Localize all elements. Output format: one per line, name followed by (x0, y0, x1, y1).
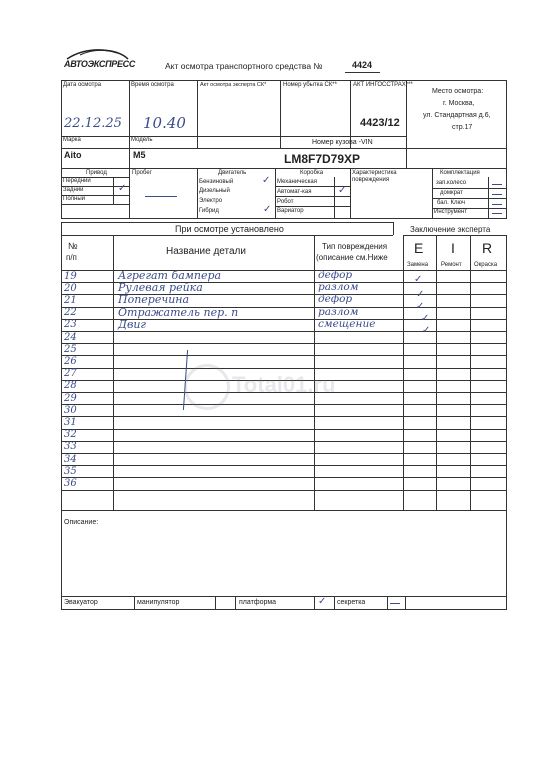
col-no-header-2: п/п (66, 253, 77, 262)
col-e-sub: Замена (407, 262, 429, 268)
conclusion-label: Заключение эксперта (410, 225, 491, 234)
description-label: Описание: (64, 519, 99, 526)
kit-spare: зап.колесо (436, 180, 467, 186)
damage-type[interactable]: смещение (318, 317, 376, 330)
row-number: 23 (64, 319, 77, 331)
gearbox-cvt: Вариатор (277, 208, 304, 214)
gearbox-label: Коробка (300, 170, 324, 176)
col-i-sub: Ремонт (441, 262, 462, 268)
kit-label: Комплектация (440, 170, 480, 176)
row-number: 26 (64, 355, 77, 367)
replace-check-4[interactable]: ✓ (421, 313, 430, 324)
damage-type[interactable]: разлом (318, 281, 359, 294)
row-number: 24 (64, 331, 77, 343)
loss-number-label: Номер убытка СК** (283, 82, 337, 88)
table-row-line (61, 453, 507, 454)
damage-type[interactable]: дефор (318, 293, 353, 306)
row-number: 20 (64, 282, 77, 294)
table-row-line (61, 355, 507, 356)
gearbox-auto: Автомат-кая (277, 189, 312, 195)
engine-petrol: Бензиновый (199, 179, 234, 185)
engine-petrol-check[interactable]: ✓ (262, 175, 271, 186)
row-number: 31 (64, 416, 77, 428)
place-line-3: стр.17 (452, 124, 473, 131)
evacuator-label: Эвакуатор (64, 599, 98, 606)
kit-tools: Инструмент (434, 209, 468, 215)
make-value: Aito (64, 150, 82, 160)
col-damage-header: Тип повреждения (322, 242, 388, 251)
engine-electric: Электро (199, 198, 223, 204)
table-row-line (61, 404, 507, 405)
vin-value: LM8F7D79XP (284, 152, 361, 166)
logo (62, 47, 136, 71)
watermark-logo-icon (184, 364, 230, 410)
replace-check-5[interactable]: ✓ (422, 325, 431, 336)
engine-hybrid: Гибрид (199, 208, 219, 214)
part-name[interactable]: Двиг (118, 317, 146, 331)
ingos-act-value: 4423/12 (360, 117, 400, 129)
watermark: Total01.ru (232, 372, 336, 397)
col-e-header: E (414, 240, 424, 256)
col-i-header: I (451, 240, 455, 256)
logo-text: АВТОЭКСПРЕСС (64, 59, 136, 69)
drive-front: Передний (63, 178, 91, 184)
inspection-time-value[interactable]: 10.40 (143, 114, 186, 132)
document-title: Акт осмотра транспортного средства № (165, 61, 323, 71)
row-number: 34 (64, 453, 77, 465)
engine-label: Двигатель (218, 170, 247, 176)
inspection-date-label: Дата осмотра (63, 82, 102, 88)
col-r-header: R (482, 240, 493, 256)
row-number: 33 (64, 441, 77, 453)
table-row-line (61, 331, 507, 332)
damage-type[interactable]: разлом (318, 305, 359, 318)
row-number: 28 (64, 380, 77, 392)
drive-label: Привод (86, 170, 107, 176)
place-label: Место осмотра: (432, 88, 484, 95)
vin-label: Номер кузова -VIN (312, 139, 373, 146)
gearbox-auto-check[interactable]: ✓ (338, 185, 347, 196)
act-number: 4424 (352, 60, 373, 70)
model-label: Модель (131, 137, 153, 143)
replace-check-2[interactable]: ✓ (416, 289, 425, 300)
row-number: 19 (64, 270, 77, 282)
place-line-1: г. Москва, (443, 100, 475, 107)
mileage-label: Пробег (132, 170, 152, 176)
gearbox-manual: Механическая (277, 179, 318, 185)
drive-rear-check[interactable]: ✓ (118, 183, 127, 194)
col-no-header: № (68, 241, 78, 251)
row-number: 35 (64, 465, 77, 477)
part-name[interactable]: Поперечина (118, 293, 190, 307)
part-name[interactable]: Отражатель пер. п (118, 305, 239, 319)
make-label: Марка (63, 137, 81, 143)
sectional-label: секретка (337, 599, 366, 606)
col-part-header: Название детали (166, 246, 246, 257)
manipulator-label: манипулятор (137, 599, 180, 606)
established-label: При осмотре установлено (175, 224, 284, 234)
platform-label: платформа (239, 599, 277, 606)
engine-hybrid-check[interactable]: ✓ (263, 204, 272, 215)
part-name[interactable]: Агрегат бампера (118, 269, 222, 282)
table-row-line (61, 368, 507, 369)
table-row-line (61, 465, 507, 466)
damage-type[interactable]: дефор (318, 269, 353, 281)
table-row-line (61, 416, 507, 417)
table-row-line (61, 429, 507, 430)
engine-diesel: Дизельный (199, 188, 230, 194)
part-name[interactable]: Рулевая рейка (118, 281, 203, 295)
row-number: 30 (64, 404, 77, 416)
model-value: M5 (133, 150, 146, 160)
inspection-date-value[interactable]: 22.12.25 (64, 116, 122, 131)
expert-act-label: Акт осмотра эксперта СК* (200, 82, 267, 88)
ingos-act-label: АКТ ИНГОССТРАХ*** (353, 82, 413, 88)
row-number: 32 (64, 429, 77, 441)
table-row-line (61, 490, 507, 491)
drive-rear: Задний (63, 187, 84, 193)
row-number: 29 (64, 392, 77, 404)
row-number: 21 (64, 294, 77, 306)
platform-check[interactable]: ✓ (318, 596, 327, 607)
inspection-time-label: Время осмотра (131, 82, 174, 88)
replace-check-3[interactable]: ✓ (416, 301, 425, 312)
row-number: 25 (64, 343, 77, 355)
col-r-sub: Окраска (474, 262, 498, 268)
row-number: 22 (64, 307, 77, 319)
col-damage-header-2: (описание см.Ниже (316, 253, 388, 262)
row-number: 36 (64, 477, 77, 489)
drive-full: Полный (63, 196, 85, 202)
table-row-line (61, 343, 507, 344)
kit-jack: домкрат (440, 190, 463, 196)
place-line-2: ул. Стандартная д.6, (423, 112, 491, 119)
kit-wrench: бал. Ключ (437, 200, 465, 206)
replace-check-1[interactable]: ✓ (414, 274, 423, 285)
table-row-line (61, 477, 507, 478)
row-number: 27 (64, 368, 77, 380)
table-row-line (61, 441, 507, 442)
damage-char-label: Характеристика повреждения (352, 170, 397, 183)
gearbox-robot: Робот (277, 199, 294, 205)
